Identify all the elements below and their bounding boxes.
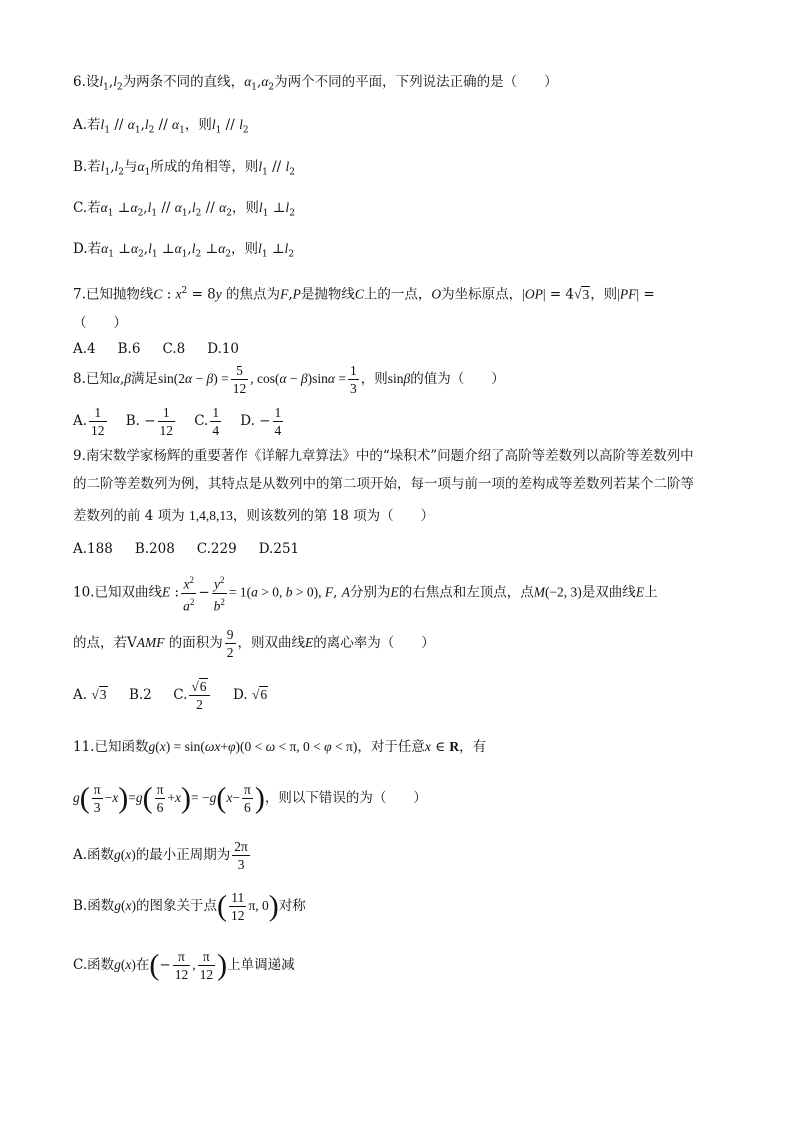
q7-option-c: C.8 <box>162 341 186 357</box>
q8-stem: 8.已知α,β满足sin(2α − β) = $\frac{5}{12}$ , cos(α − β)sinα = $\frac{1}{3}$ ，则sinβ的值为（ ） <box>73 363 505 396</box>
q9-options <box>73 540 321 558</box>
q10-options: A. √3 B.2 C. $\frac{√6}{2}$ D. √6 <box>73 679 268 712</box>
q7-options <box>73 340 261 358</box>
q7-option-b: B.6 <box>117 341 141 357</box>
q7-option-d: D.10 <box>207 341 239 357</box>
q11-option-a: A.函数g(x)的最小正周期为 $\frac{2\pi}{3}$ <box>73 839 248 872</box>
q6-option-b: B.若$l_1,l_2$与$\alpha_1$所成的角相等，则$l_1 // l_2$ <box>73 159 296 178</box>
q9-option-d: D.251 <box>258 541 300 557</box>
q9-option-b: B.208 <box>134 541 175 557</box>
q6-option-d: D.若$\alpha_1$ $\perp\alpha_2,l_1$ $\perp\alpha_1,l_2$ $\perp\alpha_2$，则$l_1$ $\perp l_2$ <box>73 241 295 260</box>
q7-stem: 7.已知抛物线C : $x^2 = 8y$ 的焦点为F,P是抛物线C上的一点，O为坐标原点，|OP| = 4√3，则|PF| = <box>73 286 655 303</box>
q9-option-c: C.229 <box>196 541 237 557</box>
q11-line2: g( $\frac{\pi}{3}$ −x)=g( $\frac{\pi}{6}$ +x)= −g(x− $\frac{\pi}{6}$ )，则以下错误的为（ ） <box>73 781 427 815</box>
q9-option-a: A.188 <box>73 541 113 557</box>
q8-options: A. $\frac{1}{12}$ B. − $\frac{1}{12}$ C. $\frac{1}{4}$ D. − $\frac{1}{4}$ <box>73 405 282 438</box>
q9-line2: 的二阶等差数列为例，其特点是从数列中的第二项开始，每一项与前一项的差构成等差数列若某个二阶等 <box>73 476 694 492</box>
q7-option-a: A.4 <box>73 341 96 357</box>
q10-line1: 10.已知双曲线E : $\frac{x^2}{a^2}$ − $\frac{y^2}{b^2}$ = 1(a > 0, b > 0), F, A分别为E的右焦点和左顶点，点M(−2, 3)是双曲线E上 <box>73 572 658 614</box>
q11-option-b: B.函数g(x)的图象关于点( $\frac{11}{12}$ π, 0)对称 <box>73 889 306 923</box>
q9-line3: 差数列的前 4 项为 1,4,8,13，则该数列的第 18 项为（ ） <box>73 508 435 524</box>
q6-option-c: C.若$\alpha_1$ $\perp\alpha_2,l_1 // \alpha_1,l_2 // \alpha_2$，则$l_1$ $\perp l_2$ <box>73 200 295 219</box>
q11-line1: 11.已知函数g(x) = sin(ωx+φ)(0 < ω < π, 0 < φ < π)，对于任意x ∈ R，有 <box>73 739 487 755</box>
q10-line2: 的点，若VAMF 的面积为 $\frac{9}{2}$ ，则双曲线E的离心率为（ ） <box>73 627 435 660</box>
q6-option-a: A.若$l_1 // \alpha_1,l_2 // \alpha_1$，则$l_1 // l_2$ <box>73 117 249 136</box>
q7-paren: （ ） <box>73 315 127 331</box>
q11-option-c: C.函数g(x)在(− $\frac{\pi}{12}$ , $\frac{\pi}{12}$ )上单调递减 <box>73 948 295 982</box>
q9-line1: 9.南宋数学家杨辉的重要著作《详解九章算法》中的“垛积术”问题介绍了高阶等差数列以高阶等差数列中 <box>73 448 694 464</box>
q6-stem: 6.设$l_1,l_2$为两条不同的直线，$\alpha_1,\alpha_2$为两个不同的平面，下列说法正确的是（ ） <box>73 74 558 93</box>
